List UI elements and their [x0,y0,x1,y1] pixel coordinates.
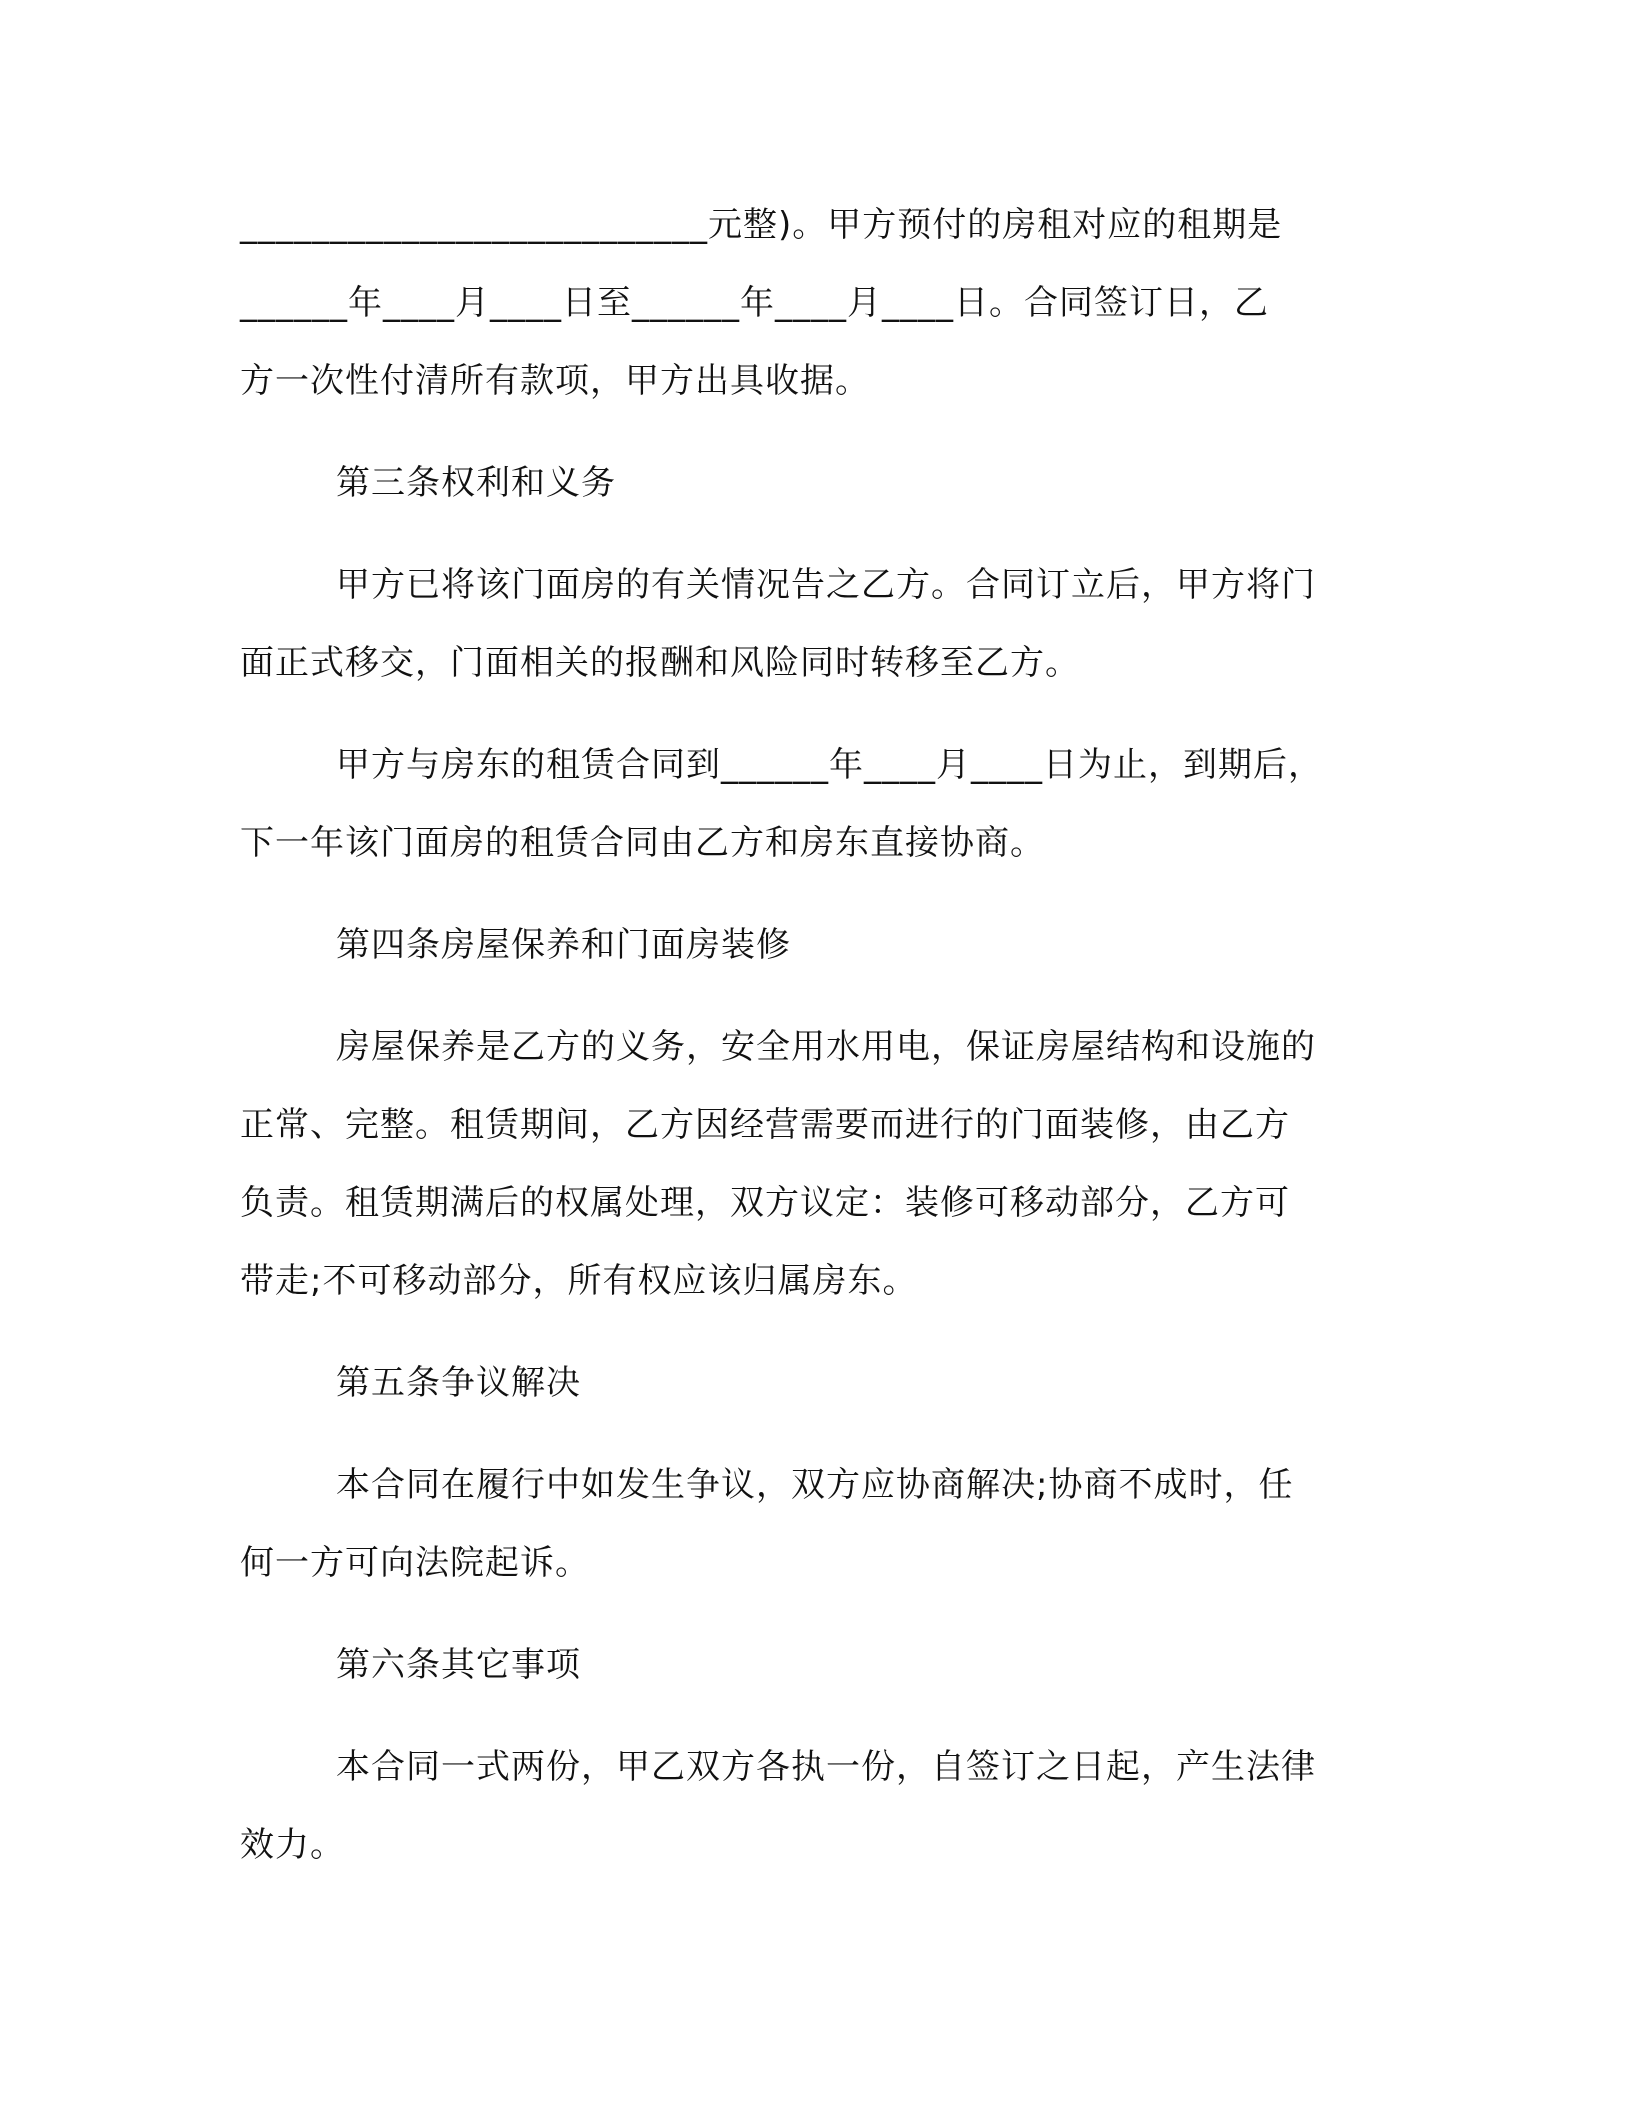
section-heading: 第五条争议解决 [336,1363,581,1403]
section-heading: 第四条房屋保养和门面房装修 [336,925,791,965]
text-line: 下一年该门面房的租赁合同由乙方和房东直接协商。 [240,823,1045,863]
text-line: 方一次性付清所有款项，甲方出具收据。 [240,361,870,401]
article-3-para-1 [240,546,1390,702]
article-5-heading [240,1344,1390,1422]
text-line: __________________________元整)。甲方预付的房租对应的租期是 [240,205,1283,245]
text-line: 何一方可向法院起诉。 [240,1543,590,1583]
text-line: 本合同在履行中如发生争议，双方应协商解决;协商不成时，任 [336,1465,1294,1505]
text-line: 甲方已将该门面房的有关情况告之乙方。合同订立后，甲方将门 [336,565,1316,605]
paragraph-spacer [240,984,1390,1008]
article-4-heading [240,906,1390,984]
paragraph-spacer [240,1320,1390,1344]
paragraph-spacer [240,1422,1390,1446]
paragraph-spacer [240,420,1390,444]
paragraph-spacer [240,882,1390,906]
paragraph-spacer [240,1704,1390,1728]
text-line: 甲方与房东的租赁合同到______年____月____日为止，到期后， [336,745,1323,785]
article-4-para-1 [240,1008,1390,1320]
section-heading: 第六条其它事项 [336,1645,581,1685]
text-line: ______年____月____日至______年____月____日。合同签订日，乙 [240,283,1269,323]
section-heading: 第三条权利和义务 [336,463,616,503]
paragraph-spacer [240,1602,1390,1626]
text-line: 面正式移交，门面相关的报酬和风险同时转移至乙方。 [240,643,1080,683]
article-5-para-1 [240,1446,1390,1602]
paragraph-spacer [240,702,1390,726]
text-line: 房屋保养是乙方的义务，安全用水用电，保证房屋结构和设施的 [336,1027,1316,1067]
article-6-heading [240,1626,1390,1704]
article-3-para-2 [240,726,1390,882]
text-line: 正常、完整。租赁期间，乙方因经营需要而进行的门面装修，由乙方 [240,1105,1290,1145]
text-line: 本合同一式两份，甲乙双方各执一份，自签订之日起，产生法律 [336,1747,1316,1787]
text-line: 效力。 [240,1825,345,1865]
text-line: 带走;不可移动部分，所有权应该归属房东。 [240,1261,918,1301]
article-6-para-1 [240,1728,1390,1884]
paragraph-spacer [240,522,1390,546]
document-body [240,186,1390,1884]
article-3-heading [240,444,1390,522]
text-line: 负责。租赁期满后的权属处理，双方议定：装修可移动部分，乙方可 [240,1183,1290,1223]
paragraph-payment-continuation [240,186,1390,420]
